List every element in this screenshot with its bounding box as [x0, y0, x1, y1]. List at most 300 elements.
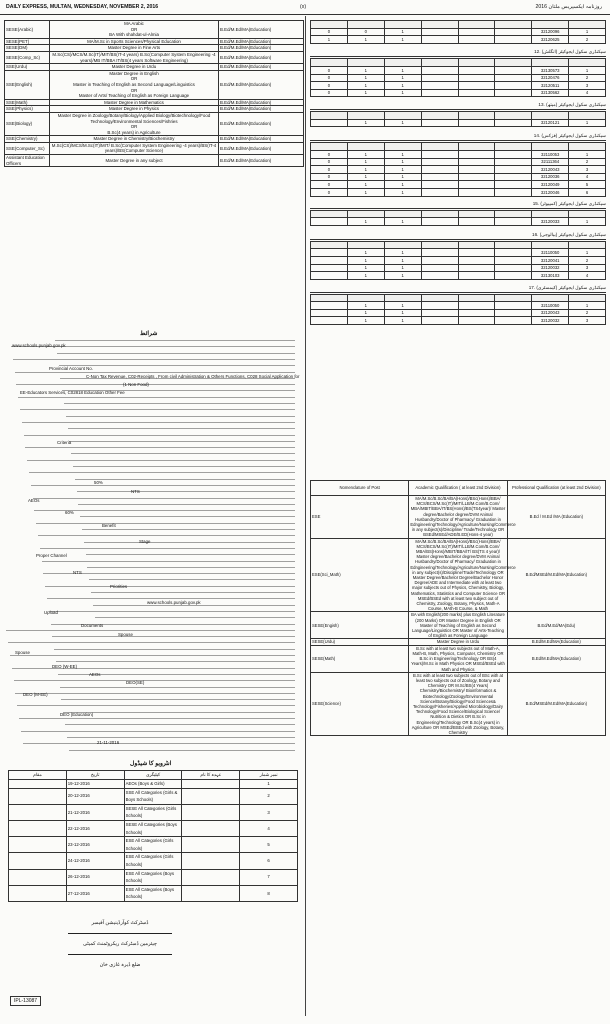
- ipl-code: IPL-13087: [10, 996, 41, 1006]
- school-cell: [458, 317, 495, 325]
- vacancy-table: [310, 294, 606, 325]
- table-row: [311, 538, 606, 612]
- blank-cell: [421, 89, 458, 97]
- column-header: Academic Qualification ( at least 2nd Division): [409, 481, 507, 496]
- vacancy-table: [310, 20, 606, 44]
- column-header: [532, 21, 569, 29]
- text-line: [6, 630, 295, 631]
- table-header-row: [311, 21, 606, 29]
- academic-qualification-cell: Master Degree in Urdu: [409, 639, 507, 645]
- emis-code-cell: 32120121: [532, 119, 569, 127]
- column-header: [347, 143, 384, 151]
- text-line: [69, 441, 295, 442]
- count-cell: 1: [384, 89, 421, 97]
- text-line: [36, 523, 295, 524]
- school-cell: [458, 249, 495, 257]
- academic-qualification-cell: Master Degree in Mathematics: [50, 99, 219, 106]
- column-header: [421, 143, 458, 151]
- table-row: [5, 51, 304, 63]
- count-cell: 0: [311, 173, 348, 181]
- emis-code-cell: 32130573: [532, 66, 569, 74]
- school-name-cell: [495, 82, 532, 90]
- blank-cell: [421, 249, 458, 257]
- column-header: [495, 112, 532, 120]
- post-name-cell: SESE(DM): [5, 45, 50, 52]
- emis-code-cell: 32120476: [532, 74, 569, 82]
- table-row: [9, 804, 298, 820]
- school-name-cell: [495, 264, 532, 272]
- professional-qualification-cell: B.Ed/M.Ed/MA(Education): [507, 645, 605, 672]
- text-line: [19, 718, 295, 719]
- professional-qualification-cell: B.Ed/M.Ed/MA(Education): [219, 99, 304, 106]
- column-header: [458, 294, 495, 302]
- professional-qualification-cell: B.Ed/M.Ed/MA(Education): [219, 112, 304, 135]
- text-line: [57, 353, 295, 354]
- school-cell: [458, 166, 495, 174]
- column-header: [347, 21, 384, 29]
- school-name-cell: [495, 218, 532, 226]
- blank-cell: [421, 264, 458, 272]
- date-cell: 22-12-2016: [66, 820, 124, 836]
- table-row: [311, 612, 606, 639]
- column-header: [311, 294, 348, 302]
- school-cell: [458, 66, 495, 74]
- count-cell: 1: [347, 119, 384, 127]
- professional-qualification-cell: B.Ed/M.Ed/MA(Education): [219, 106, 304, 113]
- count-cell: 0: [311, 158, 348, 166]
- column-header: عہدہ کا نام: [182, 771, 240, 780]
- table-row: [9, 820, 298, 836]
- category-cell: ESE All Categories (Boys Schools): [124, 869, 182, 885]
- category-heading: سیکنڈری سکول ایجوکیٹر (میتھ) .13: [310, 102, 606, 110]
- academic-qualification-cell: Master Degree in English OR Master in Teaching of English as Second Language/Linguistics OR Master of Arts/ Teaching of English as Foreign Language: [50, 70, 219, 99]
- english-term: Stage: [139, 539, 151, 544]
- emis-code-cell: 32120049: [532, 181, 569, 189]
- english-term: Provincial Account No.: [49, 366, 93, 371]
- column-header: [347, 294, 384, 302]
- column-header: [347, 112, 384, 120]
- academic-qualification-cell: M.Sc(CS)/MCS/M.Sc(IT)/MIT/BS(IT-4 years) B.Sc(Computer System Engineering -4 years)/MB IT/BBA IT/BS(4 years Software Engineering): [50, 51, 219, 63]
- signature-block: [60, 920, 180, 968]
- count-cell: 1: [384, 28, 421, 36]
- serial-cell: 2: [569, 158, 606, 166]
- column-header: [458, 21, 495, 29]
- emis-code-cell: 32130103: [532, 272, 569, 280]
- venue-cell: [9, 869, 67, 885]
- serial-cell: 3: [569, 264, 606, 272]
- right-qualification-table: [310, 480, 606, 736]
- text-line: [89, 579, 295, 580]
- emis-code-cell: 32110050: [532, 249, 569, 257]
- school-cell: [458, 264, 495, 272]
- count-cell: 0: [311, 28, 348, 36]
- post-cell: [182, 869, 240, 885]
- school-name-cell: [495, 317, 532, 325]
- english-term: AEOs: [28, 498, 40, 503]
- table-row: [311, 645, 606, 672]
- english-term: AEOs: [89, 672, 101, 677]
- count-cell: [311, 264, 348, 272]
- serial-cell: 3: [240, 804, 298, 820]
- english-term: DEO (W-EE): [52, 664, 78, 669]
- text-line: [56, 661, 295, 662]
- academic-qualification-cell: B.Sc with at least two subjects out of BSc with at least two subjects out of Zoology, Botany and Chemistry OR M.Sc/BS(4 Years) Chemistry/Biochemistry/ Bioinformatics & Biotechnology/Zoology/Environmental Science/Botany/Biology/Food Sciences& Technology/Fisheries/Applied Microbiology/Dairy Technology/Food Science/Biological Science/ Nutrition & Dietics OR B.Sc in Engineering/Technology OR B.Sc(4 years) in Agriculture OR MSEd/BSEd with Zoology, Botany, Chemistry: [409, 672, 507, 735]
- venue-cell: [9, 820, 67, 836]
- venue-cell: [9, 853, 67, 869]
- count-cell: 1: [384, 264, 421, 272]
- count-cell: 1: [347, 158, 384, 166]
- serial-cell: 7: [240, 869, 298, 885]
- text-line: [55, 340, 295, 341]
- column-header: [495, 210, 532, 218]
- school-name-cell: [495, 188, 532, 196]
- professional-qualification-cell: B.Ed/M.Ed/MA(Education): [219, 136, 304, 143]
- count-cell: 1: [384, 181, 421, 189]
- english-term: DEO (Education): [60, 712, 94, 717]
- count-cell: 1: [384, 188, 421, 196]
- count-cell: 0: [311, 181, 348, 189]
- blank-cell: [421, 309, 458, 317]
- emis-code-cell: 32120032: [532, 264, 569, 272]
- text-line: [29, 472, 295, 473]
- count-cell: 1: [384, 249, 421, 257]
- column-header: [532, 112, 569, 120]
- column-header: [384, 59, 421, 67]
- table-row: [311, 218, 606, 226]
- text-line: [18, 397, 295, 398]
- vacancy-table: [310, 111, 606, 127]
- post-name-cell: SESE(Comp_Sc): [5, 51, 50, 63]
- text-line: [71, 453, 295, 454]
- date-cell: 20-12-2016: [66, 788, 124, 804]
- vacancy-table: [310, 210, 606, 226]
- header-dateline: DAILY EXPRESS, MULTAN, WEDNESDAY, NOVEMBER 2, 2016: [6, 4, 159, 10]
- count-cell: 1: [347, 264, 384, 272]
- count-cell: [311, 309, 348, 317]
- academic-qualification-cell: MA/M.Sc in Sports Sciences/Physical Education: [50, 38, 219, 45]
- column-header: [495, 241, 532, 249]
- table-row: [311, 272, 606, 280]
- conditions-title: شرائط: [140, 331, 158, 337]
- serial-cell: 3: [569, 166, 606, 174]
- text-line: [38, 535, 295, 536]
- table-row: [311, 181, 606, 189]
- table-row: [311, 496, 606, 539]
- column-header: [384, 241, 421, 249]
- schedule-title: انٹرویو کا شیڈول: [130, 761, 172, 767]
- column-header: [421, 241, 458, 249]
- count-cell: 0: [311, 74, 348, 82]
- table-row: [5, 112, 304, 135]
- school-name-cell: [495, 173, 532, 181]
- text-line: [25, 447, 295, 448]
- blank-cell: [421, 66, 458, 74]
- serial-cell: 1: [569, 150, 606, 158]
- emis-code-cell: 32110053: [532, 150, 569, 158]
- count-cell: 1: [347, 188, 384, 196]
- text-line: [95, 617, 295, 618]
- english-term: Proper Channel: [36, 553, 67, 558]
- count-cell: [311, 249, 348, 257]
- academic-qualification-cell: B.Sc with at least two subjects out of Math-A, Math-B, Math, Physics, Computer, Chemistry OR B.Sc in Engineering/Technology OR BS(4 Years)/M.Sc in Math Physics OR MSEd/BSEd with Math and Physics: [409, 645, 507, 672]
- blank-cell: [421, 28, 458, 36]
- count-cell: 1: [347, 302, 384, 310]
- count-cell: [311, 119, 348, 127]
- table-row: [311, 158, 606, 166]
- professional-qualification-cell: B.Ed/M.Ed/MA(Education): [507, 639, 605, 645]
- serial-cell: 1: [569, 28, 606, 36]
- text-line: [75, 479, 295, 480]
- academic-qualification-cell: Master Degree in Physics: [50, 106, 219, 113]
- count-cell: 1: [384, 66, 421, 74]
- count-cell: [311, 272, 348, 280]
- emis-code-cell: 32120046: [532, 188, 569, 196]
- english-term: (1 Non Food): [123, 382, 149, 387]
- academic-qualification-cell: BA with English(200 marks) plus English Literature (200 Marks) OR Master Degree in English OR Master of Teaching of English as Second Language/Linguistics OR Master of Arts-Teaching of English as Foreign Language: [409, 612, 507, 639]
- professional-qualification-cell: B.Ed/M.Ed/MA(Education): [219, 64, 304, 71]
- blank-cell: [421, 36, 458, 44]
- table-row: [311, 302, 606, 310]
- post-cell: [182, 885, 240, 901]
- text-line: [23, 743, 295, 744]
- school-cell: [458, 150, 495, 158]
- vacancy-table: [310, 241, 606, 280]
- text-line: [24, 435, 296, 436]
- text-line: [54, 649, 295, 650]
- column-header: [311, 241, 348, 249]
- professional-qualification-cell: B.Ed/MSEd/M.Ed/MA(Education): [507, 672, 605, 735]
- category-heading: سیکنڈری سکول ایجوکیٹر (فزکس) .14: [310, 133, 606, 141]
- school-name-cell: [495, 119, 532, 127]
- table-row: [9, 780, 298, 789]
- post-name-cell: SESE(Engish): [311, 612, 409, 639]
- english-term: Priorities: [110, 584, 128, 589]
- table-row: [5, 21, 304, 39]
- count-cell: 1: [384, 309, 421, 317]
- count-cell: 1: [347, 272, 384, 280]
- table-row: [9, 837, 298, 853]
- table-row: [311, 82, 606, 90]
- text-line: [64, 403, 295, 404]
- serial-cell: 1: [569, 249, 606, 257]
- serial-cell: 3: [569, 82, 606, 90]
- text-line: [31, 485, 295, 486]
- school-cell: [458, 218, 495, 226]
- table-row: [5, 106, 304, 113]
- text-line: [78, 504, 295, 505]
- school-name-cell: [495, 166, 532, 174]
- serial-cell: 1: [569, 302, 606, 310]
- serial-cell: 5: [569, 181, 606, 189]
- emis-code-cell: 32120096: [532, 28, 569, 36]
- newspaper-header: [0, 0, 610, 15]
- post-name-cell: SSE(Urdu): [5, 64, 50, 71]
- school-cell: [458, 302, 495, 310]
- school-name-cell: [495, 150, 532, 158]
- academic-qualification-cell: Master Degree in any subject: [50, 155, 219, 167]
- count-cell: 1: [347, 36, 384, 44]
- table-row: [311, 317, 606, 325]
- column-header: [569, 59, 606, 67]
- table-row: [311, 309, 606, 317]
- serial-cell: 6: [240, 853, 298, 869]
- count-cell: 1: [384, 302, 421, 310]
- table-header-row: [311, 294, 606, 302]
- vacancy-table: [310, 58, 606, 97]
- emis-code-cell: 32120043: [532, 309, 569, 317]
- blank-cell: [421, 150, 458, 158]
- academic-qualification-cell: MA/M.Sc/B.Sc/BA/BA(Hons)/BSc(Hons)/BBA/ MCS/BCS/M.Sc(IT)/MIT/LLB/M.Com/B.Com/ MBA/BS(Hons)/MBIT/BBA/IT/ BS(TS 4 year)/ Master degree/Bachelor degree/DVM Animal Husbandry/Doctor of Pharmacy/ Graduation in Edngineering/Technology/Agriculture/Nursing/Commerce in any subject(s)/Discipline/Trade/Technology OR Master Degree/Bachelor Degree/Bachelor Honor Degree/ADE and Intermediate with at least two major subjects out of Physics, Chemistry, Biology, Mathematics, Statistics and Computer Science OR MSEd/BSEd with at least two subject out of Chemistry, Zoology, Botany, Physics, Math-A Course, MAth-B Course, & Math: [410, 538, 516, 612]
- count-cell: 1: [384, 74, 421, 82]
- blank-cell: [421, 218, 458, 226]
- blank-cell: [421, 74, 458, 82]
- school-cell: [458, 181, 495, 189]
- english-term: Documents: [81, 623, 104, 628]
- column-header: [347, 241, 384, 249]
- count-cell: [311, 302, 348, 310]
- column-header: [384, 210, 421, 218]
- column-header: [347, 59, 384, 67]
- category-cell: SESE All Categories (Boys Schools): [124, 820, 182, 836]
- column-header: [421, 112, 458, 120]
- count-cell: 1: [384, 256, 421, 264]
- column-header: [495, 59, 532, 67]
- category-cell: ESE All Categories (Boys Schools): [124, 885, 182, 901]
- post-cell: [182, 820, 240, 836]
- post-name-cell: ESE(Sci_Math): [311, 538, 409, 612]
- date-cell: 26-12-2016: [66, 869, 124, 885]
- professional-qualification-cell: B.Ed/M.Ed/MA(Education): [219, 38, 304, 45]
- post-name-cell: SSE(Computer_Sc): [5, 142, 50, 154]
- date-cell: 27-12-2016: [66, 885, 124, 901]
- column-header: [311, 21, 348, 29]
- date-cell: 19-12-2016: [66, 780, 124, 789]
- count-cell: 1: [347, 150, 384, 158]
- count-cell: 1: [347, 173, 384, 181]
- serial-cell: 2: [240, 788, 298, 804]
- serial-cell: 1: [569, 119, 606, 127]
- column-header: [532, 59, 569, 67]
- text-line: [21, 731, 295, 732]
- serial-cell: 2: [569, 36, 606, 44]
- table-row: [5, 99, 304, 106]
- header-page-number: (x): [300, 4, 307, 10]
- column-header: [458, 59, 495, 67]
- text-line: [10, 655, 295, 656]
- count-cell: 1: [347, 309, 384, 317]
- blank-cell: [421, 272, 458, 280]
- column-header: [569, 241, 606, 249]
- english-term: NTS: [131, 489, 140, 494]
- blank-cell: [421, 181, 458, 189]
- post-name-cell: SSE(Physics): [5, 106, 50, 113]
- count-cell: 1: [347, 82, 384, 90]
- professional-qualification-cell: B.Ed/M.Ed/MA(Education): [219, 21, 304, 39]
- table-row: [311, 173, 606, 181]
- professional-qualification-cell: B.Ed/M.Ed/MA(Education): [219, 142, 304, 154]
- post-name-cell: ESE: [311, 496, 409, 539]
- blank-cell: [421, 256, 458, 264]
- table-row: [5, 155, 304, 167]
- venue-cell: [9, 804, 67, 820]
- column-header: [495, 143, 532, 151]
- count-cell: 1: [384, 218, 421, 226]
- text-line: [8, 642, 295, 643]
- column-header: نمبر شمار: [240, 771, 298, 780]
- date-cell: 21-12-2016: [66, 804, 124, 820]
- text-line: [91, 592, 295, 593]
- table-row: [311, 249, 606, 257]
- count-cell: [311, 317, 348, 325]
- table-row: [311, 150, 606, 158]
- serial-cell: 4: [240, 820, 298, 836]
- english-term: DEO(SE): [126, 680, 145, 685]
- column-header: Professional Qualification (at least 2nd Division): [507, 481, 605, 496]
- serial-cell: 8: [240, 885, 298, 901]
- column-header: [458, 143, 495, 151]
- school-name-cell: [495, 89, 532, 97]
- school-name-cell: [495, 272, 532, 280]
- text-line: [84, 542, 295, 543]
- school-name-cell: [495, 181, 532, 189]
- blank-cell: [421, 302, 458, 310]
- emis-code-cell: 32120511: [532, 82, 569, 90]
- text-line: [15, 372, 296, 373]
- column-header: [569, 143, 606, 151]
- column-header: [495, 294, 532, 302]
- table-row: [5, 38, 304, 45]
- column-header: [311, 143, 348, 151]
- post-name-cell: SESE(PET): [5, 38, 50, 45]
- count-cell: 0: [347, 28, 384, 36]
- count-cell: 0: [311, 150, 348, 158]
- table-row: [311, 256, 606, 264]
- blank-cell: [421, 173, 458, 181]
- text-line: [33, 498, 296, 499]
- table-row: [9, 788, 298, 804]
- count-cell: 1: [347, 181, 384, 189]
- english-term: 60%: [65, 510, 74, 515]
- english-term: www.schools.punjab.gov.pk: [147, 600, 201, 605]
- academic-qualification-cell: Master Degree in Fine Arts: [50, 45, 219, 52]
- text-line: [15, 693, 295, 694]
- english-term: EE-Educators Services, C02818 Education Other Fee: [20, 390, 125, 395]
- school-cell: [458, 309, 495, 317]
- interview-schedule-table: [8, 770, 298, 902]
- english-term: 21-11-2016: [97, 740, 120, 745]
- serial-cell: 6: [569, 188, 606, 196]
- text-line: [63, 712, 295, 713]
- table-header-row: [311, 241, 606, 249]
- table-row: [9, 853, 298, 869]
- post-name-cell: SSE(Biology): [5, 112, 50, 135]
- text-line: [17, 705, 295, 706]
- text-line: [45, 586, 295, 587]
- english-term: 50%: [94, 480, 103, 485]
- column-header: مقام: [9, 771, 67, 780]
- date-cell: 23-12-2016: [66, 837, 124, 853]
- serial-cell: 2: [569, 309, 606, 317]
- english-term: Spouse: [15, 650, 30, 655]
- column-header: [384, 294, 421, 302]
- professional-qualification-cell: B.Ed/MSEd/M.Ed/MA(Education): [507, 538, 605, 612]
- table-row: [9, 885, 298, 901]
- school-name-cell: [495, 36, 532, 44]
- blank-cell: [421, 158, 458, 166]
- serial-cell: 2: [569, 74, 606, 82]
- count-cell: 1: [384, 150, 421, 158]
- school-cell: [458, 158, 495, 166]
